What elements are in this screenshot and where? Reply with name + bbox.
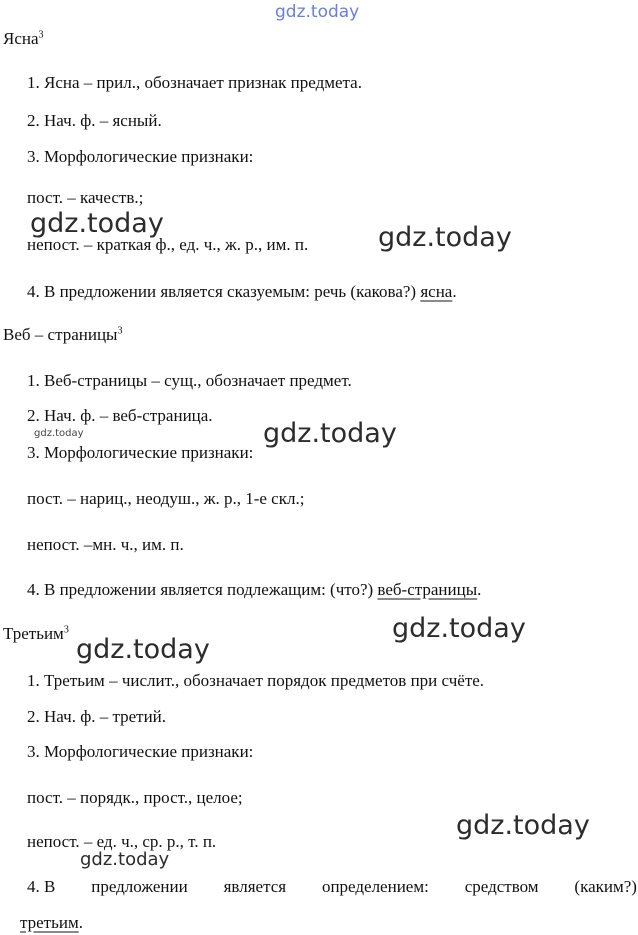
- section-title: Веб – страницы: [3, 325, 118, 344]
- list-item-text: 4. В предложении является сказуемым: речь (какова?): [27, 282, 421, 301]
- watermark: gdz.today: [76, 634, 210, 665]
- section-heading: [3, 325, 122, 345]
- text-line: непост. – ед. ч., ср. р., т. п.: [27, 832, 217, 851]
- word: средством: [464, 877, 539, 896]
- list-item: 2. Нач. ф. – ясный.: [27, 111, 162, 130]
- watermark: gdz.today: [275, 2, 360, 22]
- watermark: gdz.today: [30, 208, 164, 239]
- list-item: 2. Нач. ф. – третий.: [27, 707, 167, 726]
- underlined-word: третьим: [20, 913, 79, 932]
- text-line: пост. – порядк., прост., целое;: [27, 788, 243, 807]
- period: .: [78, 913, 83, 932]
- word: (каким?): [574, 877, 637, 896]
- section-title-sup: 3: [38, 29, 44, 41]
- list-item: [27, 282, 457, 302]
- watermark: gdz.today: [263, 418, 397, 449]
- list-item-text: 4. В предложении является подлежащим: (что?): [27, 580, 378, 599]
- section-title-sup: 3: [117, 325, 123, 337]
- word: предложении: [91, 877, 188, 896]
- list-item-justified: [27, 877, 637, 897]
- list-item: 3. Морфологические признаки:: [27, 742, 254, 761]
- list-item: 1. Третьим – числит., обозначает порядок предметов при счёте.: [27, 671, 485, 690]
- section-title-sup: 3: [63, 624, 69, 636]
- word: определением:: [321, 877, 429, 896]
- watermark: gdz.today: [34, 428, 84, 439]
- section-heading: [3, 624, 69, 644]
- word: 4. В: [27, 877, 56, 896]
- list-item: 3. Морфологические признаки:: [27, 443, 254, 462]
- list-item: 2. Нач. ф. – веб-страница.: [27, 406, 213, 425]
- watermark: gdz.today: [392, 613, 526, 644]
- underlined-word: ясна: [420, 282, 453, 301]
- text-line: пост. – качеств.;: [27, 188, 144, 207]
- section-title: Третьим: [3, 624, 64, 643]
- watermark: gdz.today: [378, 222, 512, 253]
- text-line: непост. – краткая ф., ед. ч., ж. р., им. п.: [27, 235, 309, 254]
- text-line: пост. – нариц., неодуш., ж. р., 1-е скл.;: [27, 489, 305, 508]
- text-line: непост. –мн. ч., им. п.: [27, 535, 184, 554]
- list-item: [27, 580, 481, 600]
- list-item: 1. Веб-страницы – сущ., обозначает предмет.: [27, 371, 352, 390]
- watermark: gdz.today: [80, 849, 170, 870]
- period: .: [452, 282, 457, 301]
- period: .: [477, 580, 482, 599]
- list-item: 1. Ясна – прил., обозначает признак предмета.: [27, 73, 362, 92]
- section-heading: [3, 29, 44, 49]
- underlined-word: веб-страницы: [377, 580, 478, 599]
- word: является: [223, 877, 287, 896]
- text-line-continuation: [20, 913, 83, 933]
- watermark: gdz.today: [456, 810, 590, 841]
- list-item: 3. Морфологические признаки:: [27, 147, 254, 166]
- section-title: Ясна: [3, 29, 39, 48]
